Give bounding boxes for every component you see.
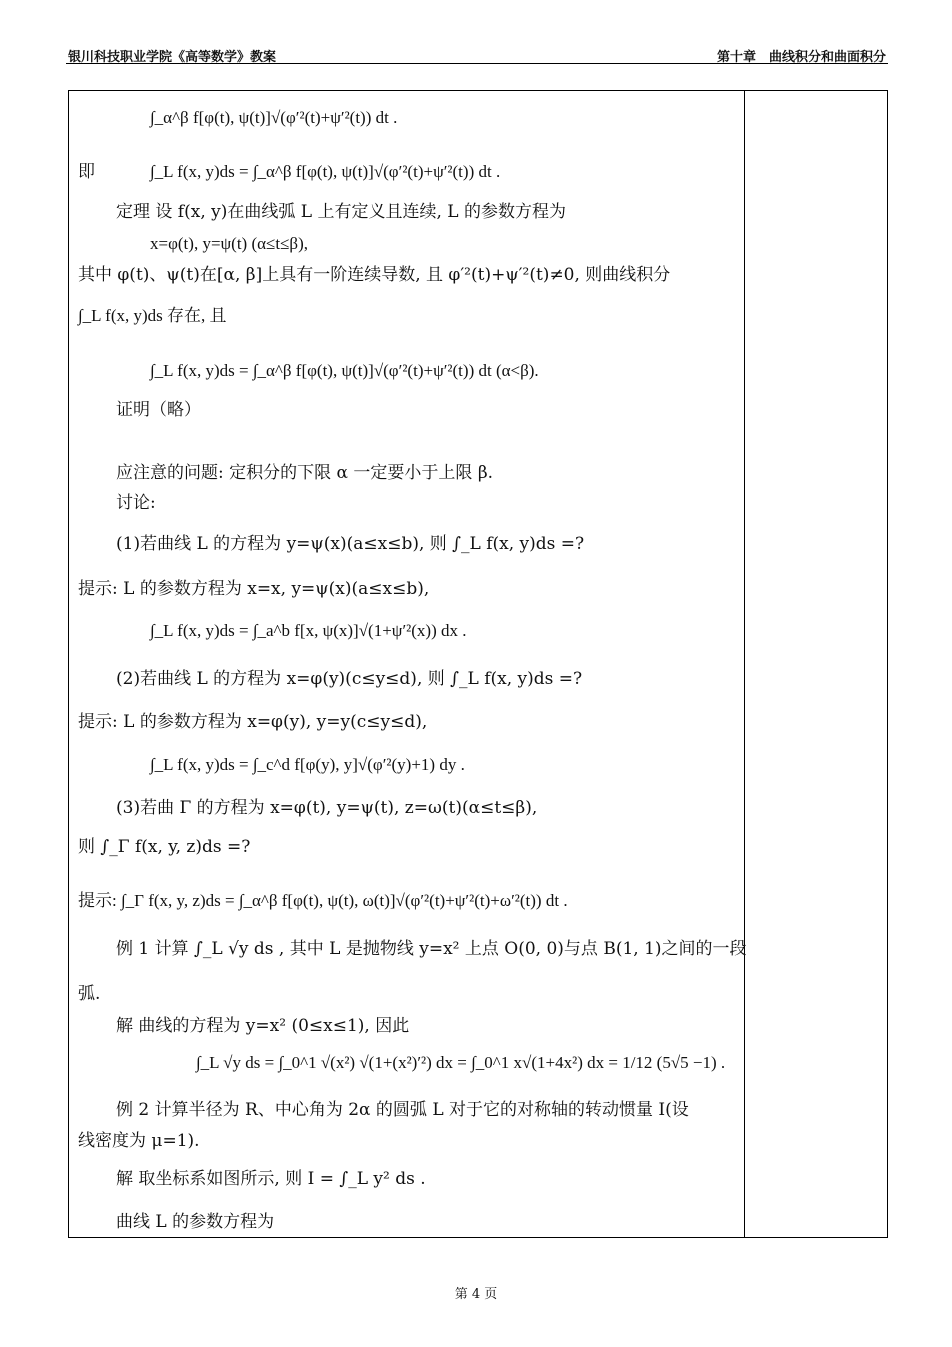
text-line: (2)若曲线 L 的方程为 x=φ(y)(c≤y≤d), 则 ∫_L f(x, y)ds =?	[116, 669, 583, 689]
notes-column-divider	[744, 90, 745, 1238]
formula-line: ∫_α^β f[φ(t), ψ(t)]√(φ′²(t)+ψ′²(t)) dt .	[150, 108, 398, 127]
formula-line: ∫_L f(x, y)ds = ∫_α^β f[φ(t), ψ(t)]√(φ′²(t)+ψ′²(t)) dt .	[150, 162, 501, 181]
formula-line: 提示: ∫_Γ f(x, y, z)ds = ∫_α^β f[φ(t), ψ(t), ω(t)]√(φ′²(t)+ψ′²(t)+ω′²(t)) dt .	[78, 891, 568, 910]
formula-line: ∫_L f(x, y)ds = ∫_α^β f[φ(t), ψ(t)]√(φ′²(t)+ψ′²(t)) dt (α<β).	[150, 361, 539, 380]
text-line: 弧.	[78, 984, 101, 1004]
text-line: 线密度为 μ=1).	[78, 1131, 200, 1151]
text-line: 则 ∫_Γ f(x, y, z)ds =?	[78, 837, 251, 857]
text-line: 曲线 L 的参数方程为	[116, 1212, 275, 1232]
chapter-title: 第十章 曲线积分和曲面积分	[716, 50, 886, 65]
text-line: (3)若曲 Γ 的方程为 x=φ(t), y=ψ(t), z=ω(t)(α≤t≤β),	[116, 798, 538, 818]
text-line: 讨论:	[116, 493, 156, 513]
formula-line: ∫_L f(x, y)ds = ∫_c^d f[φ(y), y]√(φ′²(y)+1) dy .	[150, 755, 465, 774]
text-line: (1)若曲线 L 的方程为 y=ψ(x)(a≤x≤b), 则 ∫_L f(x, y)ds =?	[116, 534, 585, 554]
example-line: 例 2 计算半径为 R、中心角为 2α 的圆弧 L 对于它的对称轴的转动惯量 I(设	[116, 1100, 689, 1120]
formula-line: x=φ(t), y=ψ(t) (α≤t≤β),	[150, 234, 308, 253]
text-line: 提示: L 的参数方程为 x=φ(y), y=y(c≤y≤d),	[78, 712, 428, 732]
text-line: 证明（略）	[116, 400, 201, 420]
text-line: 即	[78, 162, 95, 182]
example-line: 例 1 计算 ∫_L √y ds , 其中 L 是抛物线 y=x² 上点 O(0, 0)与点 B(1, 1)之间的一段	[116, 939, 747, 959]
page-number: 第 4 页	[454, 1287, 498, 1302]
formula-line: ∫_L f(x, y)ds = ∫_a^b f[x, ψ(x)]√(1+ψ′²(x)) dx .	[150, 621, 467, 640]
formula-line: ∫_L √y ds = ∫_0^1 √(x²) √(1+(x²)′²) dx = ∫_0^1 x√(1+4x²) dx = 1/12 (5√5 −1) .	[196, 1053, 726, 1072]
solution-line: 解 曲线的方程为 y=x² (0≤x≤1), 因此	[116, 1016, 410, 1036]
text-line: 应注意的问题: 定积分的下限 α 一定要小于上限 β.	[116, 463, 494, 483]
formula-line: ∫_L f(x, y)ds 存在, 且	[78, 306, 227, 325]
text-line: 提示: L 的参数方程为 x=x, y=ψ(x)(a≤x≤b),	[78, 579, 430, 599]
text-line: 其中 φ(t)、ψ(t)在[α, β]上具有一阶连续导数, 且 φ′²(t)+ψ′²(t)≠0, 则曲线积分	[78, 265, 671, 285]
solution-line: 解 取坐标系如图所示, 则 I = ∫_L y² ds .	[116, 1169, 426, 1189]
theorem-line: 定理 设 f(x, y)在曲线弧 L 上有定义且连续, L 的参数方程为	[116, 202, 566, 222]
header-rule	[66, 63, 888, 64]
header-title: 银川科技职业学院《高等数学》教案	[68, 50, 277, 65]
